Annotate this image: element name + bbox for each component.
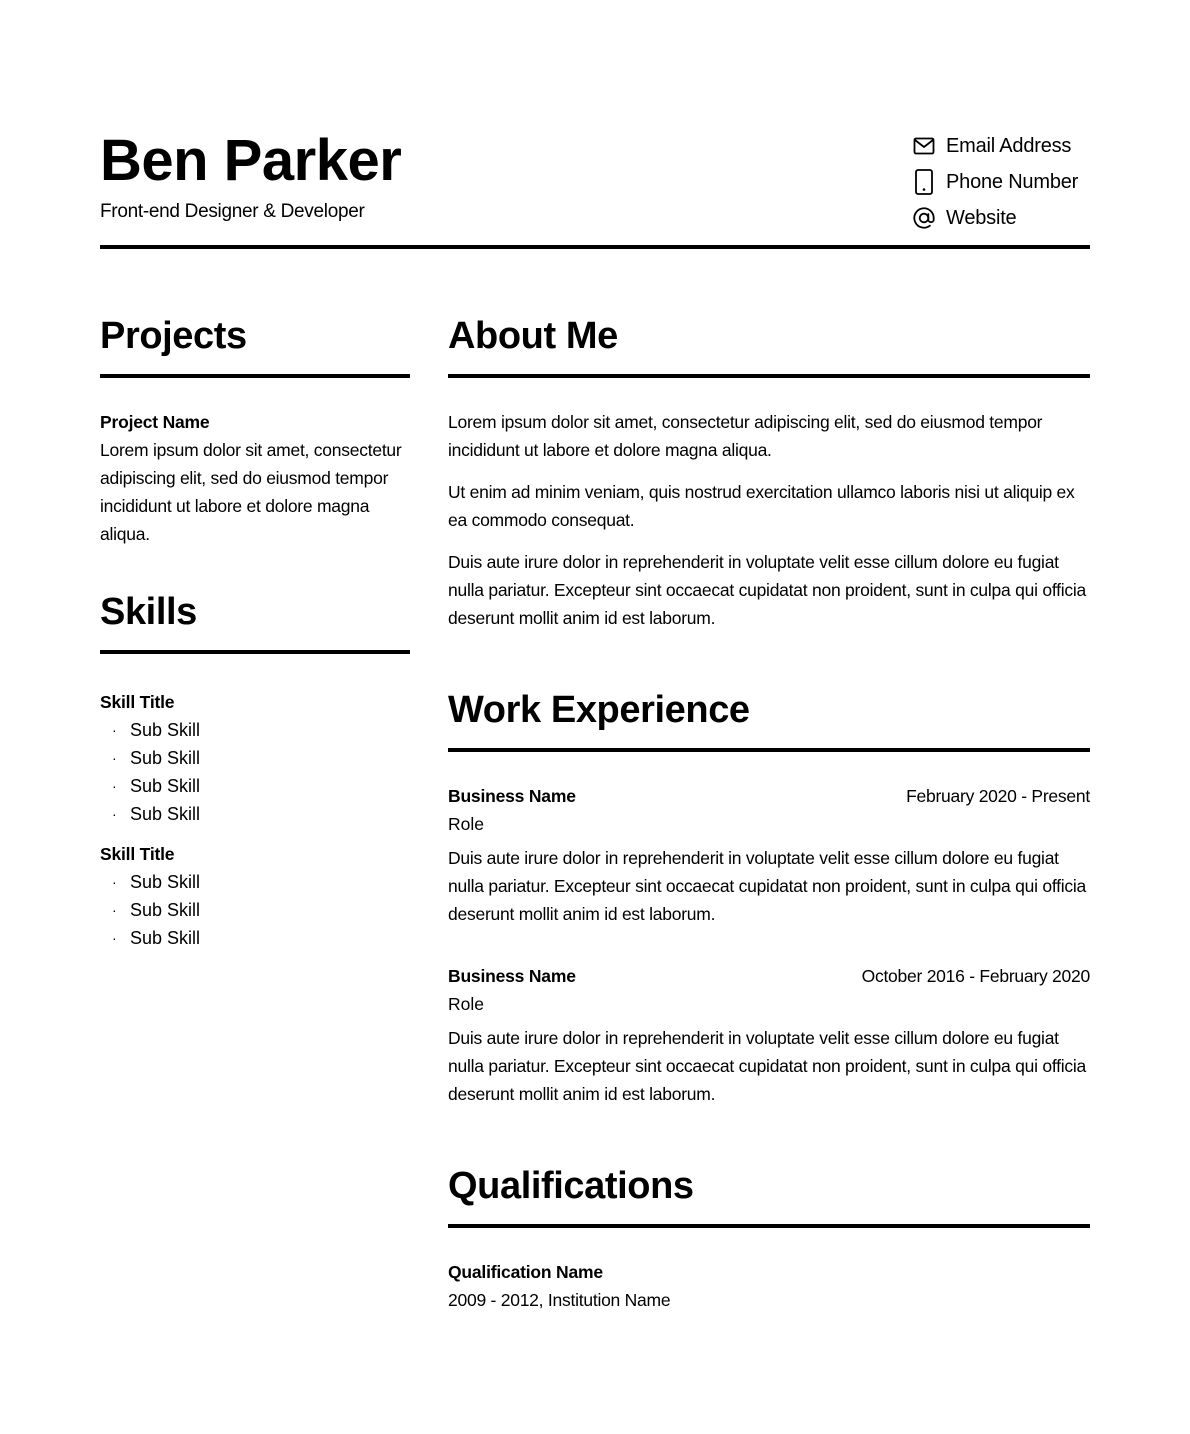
sub-skill-label: Sub Skill — [130, 900, 201, 920]
contact-phone-label: Phone Number — [946, 170, 1079, 193]
about-divider — [448, 374, 1090, 378]
contact-email-label: Email Address — [946, 134, 1072, 157]
work-heading: Work Experience — [448, 689, 750, 731]
job-role: Role — [448, 994, 484, 1014]
qualifications-divider — [448, 1224, 1090, 1228]
about-heading: About Me — [448, 315, 618, 357]
contact-website-label: Website — [946, 206, 1017, 229]
about-section — [448, 310, 1090, 632]
sub-skill-label: Sub Skill — [130, 748, 201, 768]
sub-skill-item — [100, 896, 410, 924]
skill-title: Skill Title — [100, 844, 175, 864]
skill-group — [100, 688, 410, 828]
bullet-icon: · — [112, 806, 117, 822]
job-header — [448, 962, 1090, 990]
about-paragraph: Duis aute irure dolor in reprehenderit in voluptate velit esse cillum dolore eu fugiat nulla pariatur. Excepteur sint occaecat cupidatat non proident, sunt in culpa qui officia deserunt mollit anim id est laborum. — [448, 552, 1086, 628]
project-item — [100, 408, 410, 548]
bullet-icon: · — [112, 902, 117, 918]
about-body — [448, 408, 1090, 632]
skill-group — [100, 840, 410, 952]
qualification-item — [448, 1258, 1090, 1314]
job-header — [448, 782, 1090, 810]
contact-email[interactable] — [912, 128, 1090, 164]
projects-section — [100, 310, 410, 548]
qualification-name: Qualification Name — [448, 1262, 603, 1282]
sub-skill-item — [100, 800, 410, 828]
work-experience-section — [448, 684, 1090, 1108]
job-description: Duis aute irure dolor in reprehenderit in voluptate velit esse cillum dolore eu fugiat nulla pariatur. Excepteur sint occaecat cupidatat non proident, sunt in culpa qui officia deserunt mollit anim id est laborum. — [448, 1028, 1086, 1104]
sub-skill-list — [100, 716, 410, 828]
sub-skill-item — [100, 924, 410, 952]
skills-section — [100, 586, 410, 952]
person-name: Ben Parker — [100, 128, 402, 193]
job-description: Duis aute irure dolor in reprehenderit in voluptate velit esse cillum dolore eu fugiat nulla pariatur. Excepteur sint occaecat cupidatat non proident, sunt in culpa qui officia deserunt mollit anim id est laborum. — [448, 848, 1086, 924]
work-divider — [448, 748, 1090, 752]
job-dates: October 2016 - February 2020 — [861, 966, 1090, 986]
qualifications-heading: Qualifications — [448, 1165, 694, 1207]
sub-skill-label: Sub Skill — [130, 928, 201, 948]
sub-skill-label: Sub Skill — [130, 872, 201, 892]
bullet-icon: · — [112, 722, 117, 738]
bullet-icon: · — [112, 750, 117, 766]
mail-icon — [912, 133, 936, 159]
sub-skill-label: Sub Skill — [130, 776, 201, 796]
bullet-icon: · — [112, 778, 117, 794]
job-entry — [448, 782, 1090, 928]
business-name: Business Name — [448, 966, 576, 986]
person-tagline: Front-end Designer & Developer — [100, 201, 365, 222]
project-name: Project Name — [100, 412, 210, 432]
contact-list — [912, 128, 1090, 236]
skills-divider — [100, 650, 410, 654]
about-paragraph: Ut enim ad minim veniam, quis nostrud exercitation ullamco laboris nisi ut aliquip ex ea commodo consequat. — [448, 482, 1075, 530]
projects-heading: Projects — [100, 315, 247, 357]
bullet-icon: · — [112, 874, 117, 890]
at-icon — [912, 205, 936, 231]
job-role: Role — [448, 814, 484, 834]
skills-heading: Skills — [100, 591, 197, 633]
contact-phone[interactable] — [912, 164, 1090, 200]
sub-skill-item — [100, 772, 410, 800]
sub-skill-item — [100, 868, 410, 896]
sub-skill-item — [100, 716, 410, 744]
qualification-detail: 2009 - 2012, Institution Name — [448, 1290, 671, 1310]
resume-header — [100, 128, 1090, 250]
sub-skill-label: Sub Skill — [130, 804, 201, 824]
skill-title: Skill Title — [100, 692, 175, 712]
phone-icon — [912, 169, 936, 195]
sub-skill-list — [100, 868, 410, 952]
bullet-icon: · — [112, 930, 117, 946]
job-entry — [448, 962, 1090, 1108]
header-divider — [100, 245, 1090, 249]
job-dates: February 2020 - Present — [906, 786, 1090, 806]
sub-skill-label: Sub Skill — [130, 720, 201, 740]
qualifications-section — [448, 1160, 1090, 1314]
right-column — [448, 310, 1090, 1314]
projects-divider — [100, 374, 410, 378]
contact-website[interactable] — [912, 200, 1090, 236]
project-description: Lorem ipsum dolor sit amet, consectetur adipiscing elit, sed do eiusmod tempor incididunt ut labore et dolore magna aliqua. — [100, 440, 402, 544]
sub-skill-item — [100, 744, 410, 772]
business-name: Business Name — [448, 786, 576, 806]
left-column — [100, 310, 410, 952]
about-paragraph: Lorem ipsum dolor sit amet, consectetur adipiscing elit, sed do eiusmod tempor incididunt ut labore et dolore magna aliqua. — [448, 412, 1043, 460]
